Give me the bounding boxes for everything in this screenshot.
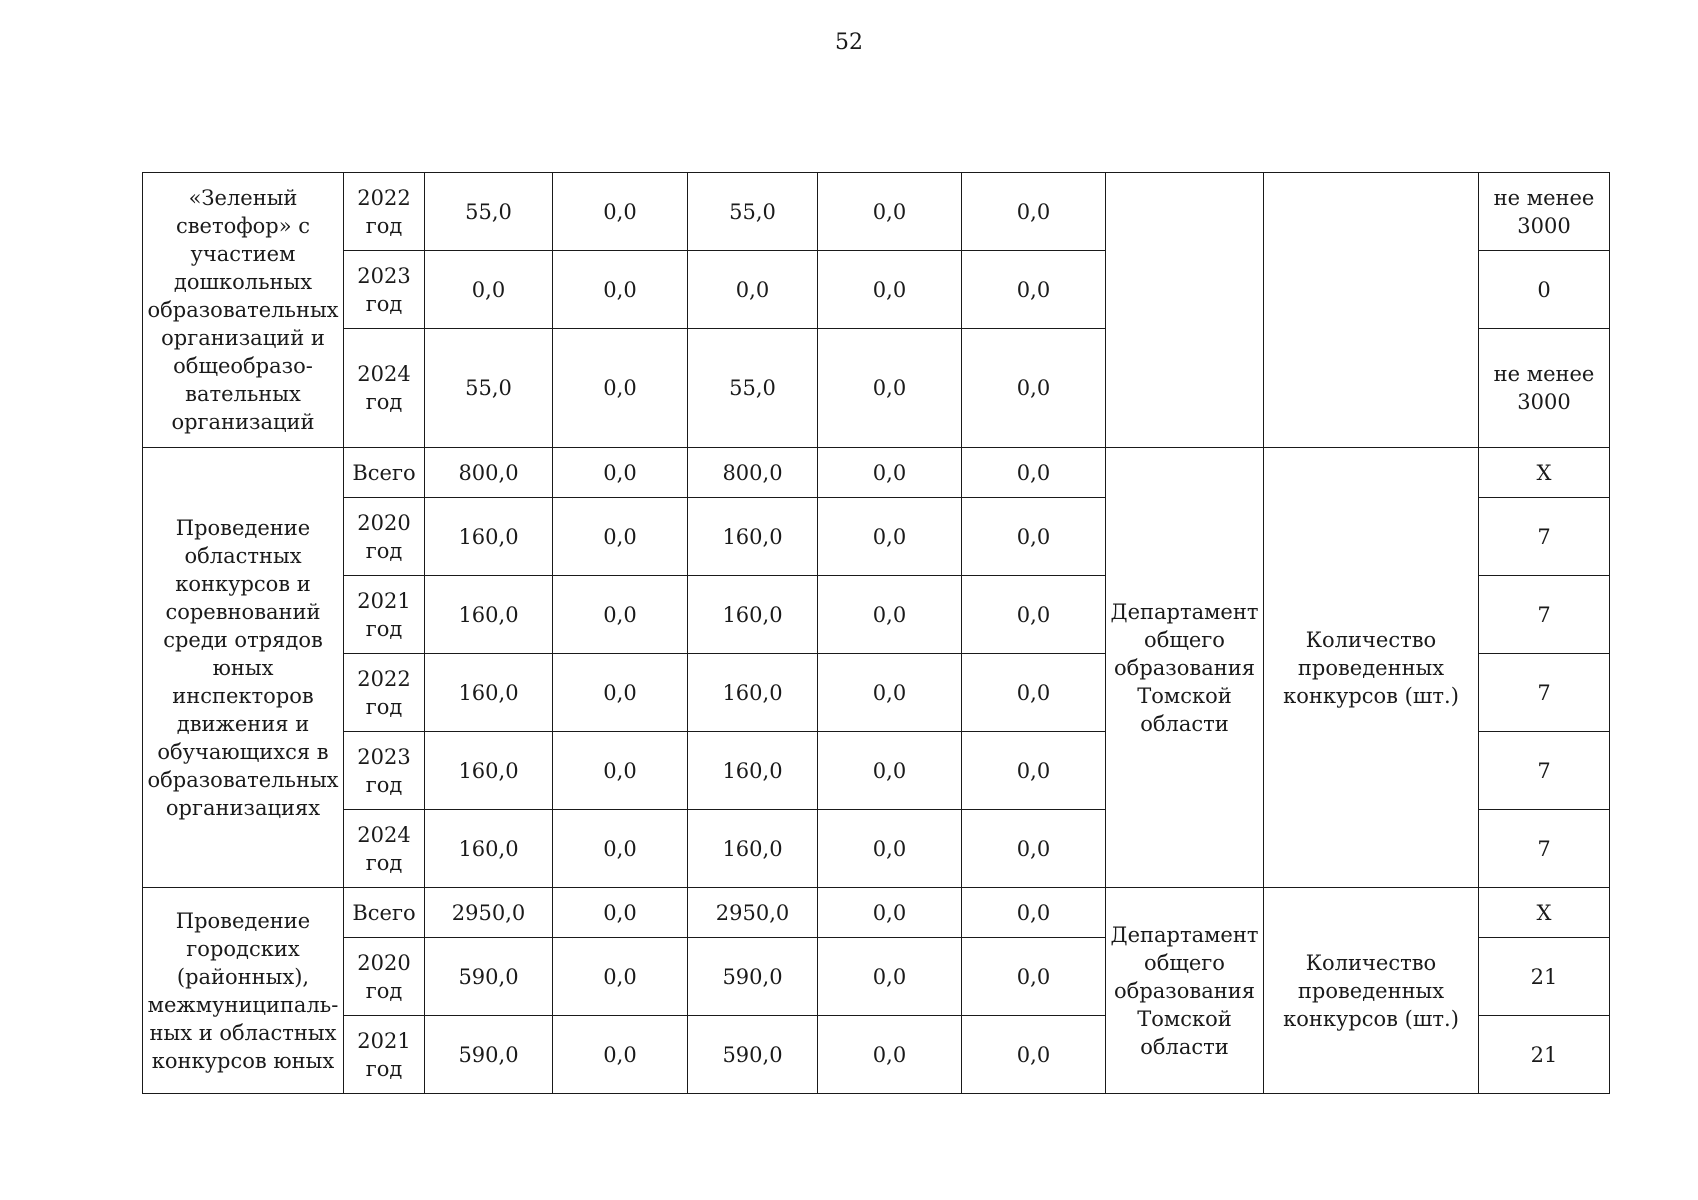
activity-description: «Зеленый светофор» с участием дошкольных образовательных организаций и общеобразо-вательных организаций [143,173,344,448]
other-amount-cell: 0,0 [962,1016,1106,1094]
table-row [143,888,1610,938]
regional-amount-cell: 55,0 [688,329,818,448]
regional-amount-cell: 590,0 [688,1016,818,1094]
responsible-department: Департамент общего образования Томской области [1106,888,1264,1094]
federal-amount-cell: 0,0 [553,938,688,1016]
regional-amount-cell: 55,0 [688,173,818,251]
local-amount-cell: 0,0 [818,810,962,888]
period-cell: 2023 год [344,251,425,329]
period-cell: 2024 год [344,810,425,888]
program-funding-table [142,172,1610,1094]
total-amount-cell: 0,0 [425,251,553,329]
indicator-target-value: 0 [1479,251,1610,329]
other-amount-cell: 0,0 [962,732,1106,810]
federal-amount-cell: 0,0 [553,576,688,654]
federal-amount-cell: 0,0 [553,448,688,498]
federal-amount-cell: 0,0 [553,251,688,329]
total-amount-cell: 590,0 [425,938,553,1016]
local-amount-cell: 0,0 [818,251,962,329]
other-amount-cell: 0,0 [962,329,1106,448]
table-row [143,173,1610,251]
table-row [143,448,1610,498]
federal-amount-cell: 0,0 [553,732,688,810]
total-amount-cell: 55,0 [425,329,553,448]
indicator-name: Количество проведенных конкурсов (шт.) [1264,888,1479,1094]
local-amount-cell: 0,0 [818,173,962,251]
page-number: 52 [835,30,863,55]
period-cell: Всего [344,448,425,498]
indicator-name [1264,173,1479,448]
federal-amount-cell: 0,0 [553,173,688,251]
regional-amount-cell: 160,0 [688,810,818,888]
other-amount-cell: 0,0 [962,498,1106,576]
indicator-target-value: 7 [1479,654,1610,732]
other-amount-cell: 0,0 [962,251,1106,329]
total-amount-cell: 160,0 [425,654,553,732]
federal-amount-cell: 0,0 [553,888,688,938]
period-cell: 2020 год [344,498,425,576]
total-amount-cell: 55,0 [425,173,553,251]
local-amount-cell: 0,0 [818,1016,962,1094]
federal-amount-cell: 0,0 [553,654,688,732]
regional-amount-cell: 160,0 [688,498,818,576]
period-cell: 2022 год [344,173,425,251]
total-amount-cell: 160,0 [425,810,553,888]
responsible-department [1106,173,1264,448]
indicator-name: Количество проведенных конкурсов (шт.) [1264,448,1479,888]
indicator-target-value: 21 [1479,938,1610,1016]
indicator-target-value: 7 [1479,498,1610,576]
total-amount-cell: 590,0 [425,1016,553,1094]
regional-amount-cell: 2950,0 [688,888,818,938]
period-cell: 2021 год [344,576,425,654]
other-amount-cell: 0,0 [962,810,1106,888]
other-amount-cell: 0,0 [962,576,1106,654]
regional-amount-cell: 0,0 [688,251,818,329]
activity-description: Проведение городских (районных), межмуниципаль-ных и областных конкурсов юных [143,888,344,1094]
other-amount-cell: 0,0 [962,448,1106,498]
indicator-target-value: 21 [1479,1016,1610,1094]
period-cell: 2023 год [344,732,425,810]
total-amount-cell: 160,0 [425,498,553,576]
local-amount-cell: 0,0 [818,938,962,1016]
local-amount-cell: 0,0 [818,498,962,576]
federal-amount-cell: 0,0 [553,810,688,888]
other-amount-cell: 0,0 [962,654,1106,732]
indicator-target-value: X [1479,888,1610,938]
regional-amount-cell: 800,0 [688,448,818,498]
other-amount-cell: 0,0 [962,888,1106,938]
other-amount-cell: 0,0 [962,938,1106,1016]
period-cell: 2022 год [344,654,425,732]
total-amount-cell: 160,0 [425,732,553,810]
period-cell: Всего [344,888,425,938]
federal-amount-cell: 0,0 [553,1016,688,1094]
activity-description: Проведение областных конкурсов и соревнований среди отрядов юных инспекторов движения и обучающихся в образовательных организациях [143,448,344,888]
local-amount-cell: 0,0 [818,329,962,448]
total-amount-cell: 2950,0 [425,888,553,938]
indicator-target-value: 7 [1479,810,1610,888]
regional-amount-cell: 160,0 [688,654,818,732]
local-amount-cell: 0,0 [818,448,962,498]
regional-amount-cell: 590,0 [688,938,818,1016]
total-amount-cell: 160,0 [425,576,553,654]
period-cell: 2024 год [344,329,425,448]
federal-amount-cell: 0,0 [553,329,688,448]
regional-amount-cell: 160,0 [688,576,818,654]
other-amount-cell: 0,0 [962,173,1106,251]
indicator-target-value: X [1479,448,1610,498]
regional-amount-cell: 160,0 [688,732,818,810]
indicator-target-value: 7 [1479,576,1610,654]
responsible-department: Департамент общего образования Томской области [1106,448,1264,888]
indicator-target-value: не менее 3000 [1479,173,1610,251]
total-amount-cell: 800,0 [425,448,553,498]
local-amount-cell: 0,0 [818,888,962,938]
period-cell: 2021 год [344,1016,425,1094]
indicator-target-value: 7 [1479,732,1610,810]
federal-amount-cell: 0,0 [553,498,688,576]
local-amount-cell: 0,0 [818,732,962,810]
period-cell: 2020 год [344,938,425,1016]
local-amount-cell: 0,0 [818,576,962,654]
local-amount-cell: 0,0 [818,654,962,732]
table-body [143,173,1610,1094]
indicator-target-value: не менее 3000 [1479,329,1610,448]
